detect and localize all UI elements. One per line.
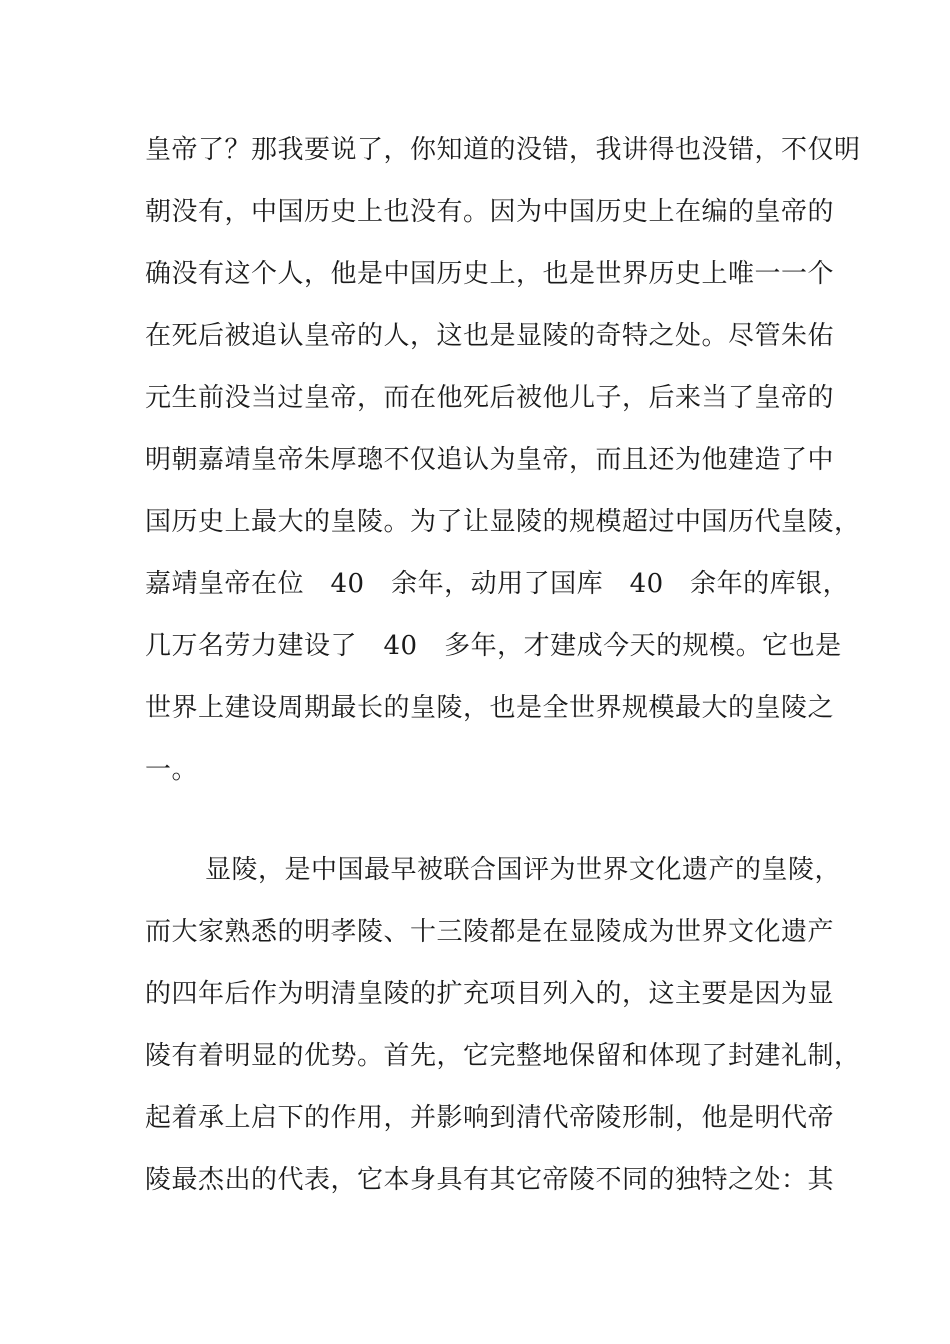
- text-line: 的四年后作为明清皇陵的扩充项目列入的，这主要是因为显: [145, 979, 835, 1009]
- text-line: 元生前没当过皇帝，而在他死后被他儿子，后来当了皇帝的: [145, 383, 835, 413]
- text-line: 陵有着明显的优势。首先，它完整地保留和体现了封建礼制，: [145, 1041, 861, 1071]
- text-line: 明朝嘉靖皇帝朱厚璁不仅追认为皇帝，而且还为他建造了中: [145, 445, 835, 475]
- text-line: 而大家熟悉的明孝陵、十三陵都是在显陵成为世界文化遗产: [145, 917, 835, 947]
- text-line: 一。: [145, 755, 199, 785]
- text-line: 皇帝了？那我要说了，你知道的没错，我讲得也没错，不仅明: [145, 135, 861, 165]
- text-line: 几万名劳力建设了 40 多年，才建成今天的规模。它也是: [145, 631, 842, 661]
- text-line: 国历史上最大的皇陵。为了让显陵的规模超过中国历代皇陵，: [145, 507, 861, 537]
- text-line: 起着承上启下的作用，并影响到清代帝陵形制，他是明代帝: [145, 1103, 835, 1133]
- text-line: 在死后被追认皇帝的人，这也是显陵的奇特之处。尽管朱佑: [145, 321, 835, 351]
- text-line: 嘉靖皇帝在位 40 余年，动用了国库 40 余年的库银，: [145, 569, 850, 599]
- text-line: 陵最杰出的代表，它本身具有其它帝陵不同的独特之处：其: [145, 1165, 835, 1195]
- text-line: 世界上建设周期最长的皇陵，也是全世界规模最大的皇陵之: [145, 693, 835, 723]
- text-line: 显陵，是中国最早被联合国评为世界文化遗产的皇陵，: [205, 855, 842, 885]
- text-line: 朝没有，中国历史上也没有。因为中国历史上在编的皇帝的: [145, 197, 835, 227]
- text-line: 确没有这个人，他是中国历史上，也是世界历史上唯一一个: [145, 259, 835, 289]
